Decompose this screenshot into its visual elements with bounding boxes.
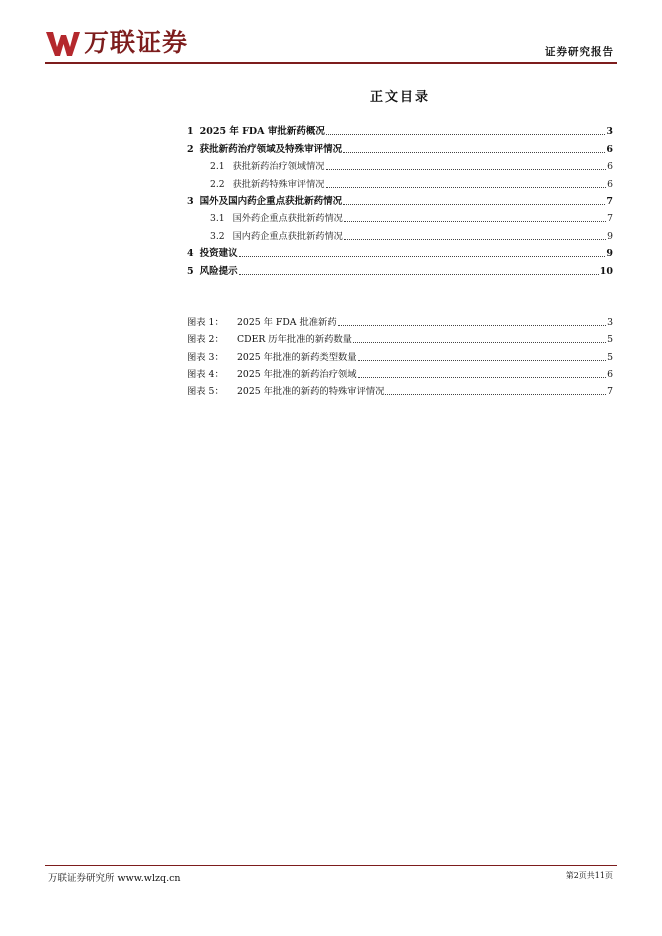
- toc-entry-number: 3: [187, 195, 194, 207]
- figure-entry[interactable]: [187, 364, 613, 381]
- toc-entry-page: 7: [606, 195, 613, 207]
- figure-entry-label: CDER 历年批准的新药数量: [237, 334, 352, 346]
- toc-entry[interactable]: [187, 225, 613, 242]
- figure-entry-page: 6: [607, 368, 613, 380]
- figure-entry-page: 7: [607, 385, 613, 397]
- toc-entry-page: 10: [599, 265, 613, 277]
- toc-entry-page: 3: [606, 126, 613, 138]
- toc-entry-label: 获批新药特殊审评情况: [232, 178, 325, 190]
- figure-entry-label: 2025 年批准的新药治疗领域: [237, 368, 357, 380]
- toc-entry-number: 2: [187, 143, 194, 155]
- figure-entry-page: 3: [607, 317, 613, 329]
- figure-entry-number: 图表 3：: [187, 351, 224, 363]
- dot-leader: [343, 151, 605, 153]
- dot-leader: [358, 376, 606, 378]
- toc-entry[interactable]: [187, 191, 613, 208]
- toc-entry[interactable]: [187, 121, 613, 138]
- toc-entry-page: 6: [607, 161, 613, 173]
- toc-entry-page: 9: [606, 248, 613, 260]
- figure-entry[interactable]: [187, 346, 613, 363]
- table-of-contents: [187, 121, 613, 278]
- brand-name: 万联证券: [84, 28, 189, 57]
- toc-entry[interactable]: [187, 208, 613, 225]
- figure-entry[interactable]: [187, 329, 613, 346]
- toc-entry[interactable]: [187, 173, 613, 190]
- toc-entry-label: 国内药企重点获批新药情况: [232, 230, 343, 242]
- dot-leader: [358, 359, 606, 361]
- figure-entry-page: 5: [607, 334, 613, 346]
- toc-entry-number: 3.1: [210, 213, 225, 225]
- toc-entry-page: 6: [607, 178, 613, 190]
- figure-entry-number: 图表 5：: [187, 385, 224, 397]
- dot-leader: [239, 255, 606, 257]
- toc-entry-number: 4: [187, 248, 194, 260]
- document-type: 证券研究报告: [545, 46, 614, 58]
- dot-leader: [239, 273, 599, 275]
- figure-entry-page: 5: [607, 351, 613, 363]
- figure-entry[interactable]: [187, 381, 613, 398]
- w-logo-icon: [45, 28, 81, 58]
- dot-leader: [338, 324, 606, 326]
- dot-leader: [326, 133, 606, 135]
- dot-leader: [326, 186, 607, 188]
- toc-entry-number: 2.1: [210, 161, 225, 173]
- toc-entry-label: 获批新药治疗领域情况: [232, 161, 325, 173]
- dot-leader: [353, 341, 606, 343]
- toc-entry-label: 2025 年 FDA 审批新药概况: [199, 126, 325, 138]
- toc-title: 正文目录: [369, 90, 430, 105]
- brand-logo: [45, 26, 188, 60]
- page-number: 第2页共11页: [565, 871, 613, 880]
- toc-entry-label: 投资建议: [199, 248, 238, 260]
- toc-entry[interactable]: [187, 260, 613, 277]
- toc-entry-label: 风险提示: [199, 265, 238, 277]
- dot-leader: [326, 168, 607, 170]
- toc-entry-number: 1: [187, 126, 194, 138]
- toc-entry[interactable]: [187, 156, 613, 173]
- figure-entry-label: 2025 年批准的新药的特殊审评情况: [237, 385, 385, 397]
- figure-entry-number: 图表 1：: [187, 317, 224, 329]
- toc-entry-number: 2.2: [210, 178, 225, 190]
- toc-entry-number: 5: [187, 265, 194, 277]
- toc-entry-page: 9: [607, 230, 613, 242]
- dot-leader: [344, 220, 606, 222]
- dot-leader: [344, 238, 606, 240]
- figure-entry-number: 图表 4：: [187, 368, 224, 380]
- toc-entry[interactable]: [187, 243, 613, 260]
- toc-entry-label: 获批新药治疗领域及特殊审评情况: [199, 143, 343, 155]
- toc-entry[interactable]: [187, 138, 613, 155]
- figure-entry[interactable]: [187, 312, 613, 329]
- dot-leader: [385, 393, 606, 395]
- footer-source: 万联证券研究所 www.wlzq.cn: [48, 873, 181, 884]
- toc-entry-label: 国外药企重点获批新药情况: [232, 213, 343, 225]
- figure-entry-number: 图表 2：: [187, 334, 224, 346]
- figure-entry-label: 2025 年批准的新药类型数量: [237, 351, 357, 363]
- list-of-figures: [187, 312, 613, 398]
- footer-divider: [45, 865, 617, 866]
- figure-entry-label: 2025 年 FDA 批准新药: [237, 317, 337, 329]
- header-divider: [45, 62, 617, 64]
- dot-leader: [343, 203, 605, 205]
- toc-entry-page: 6: [606, 143, 613, 155]
- toc-entry-number: 3.2: [210, 230, 225, 242]
- toc-entry-page: 7: [607, 213, 613, 225]
- toc-entry-label: 国外及国内药企重点获批新药情况: [199, 195, 343, 207]
